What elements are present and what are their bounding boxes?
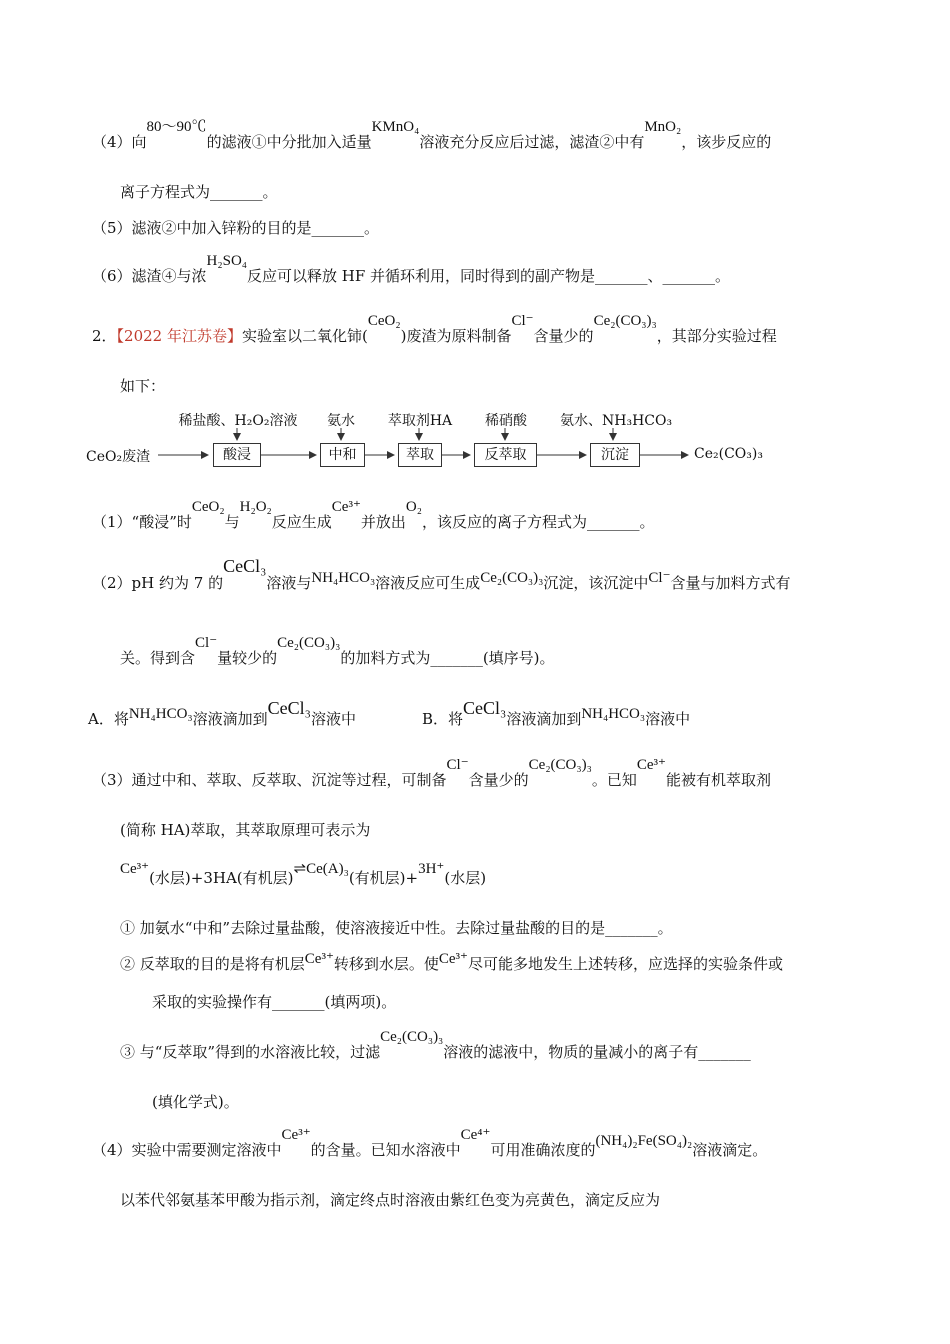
p3-equation [120,861,487,889]
formula-ce3: Ce³⁺ [281,1127,311,1143]
p2-text-5: 含量与加料方式有 [670,574,791,592]
flow-box-5: 沉淀 [590,443,640,467]
equation-mid: (有机层)+ [348,869,419,887]
p3-sub3-text-1: ③ 与“反萃取”得到的水溶液比较，过滤 [120,1043,381,1061]
formula-cecl3: CeCl₃ [223,556,267,576]
option-b-text-3: 溶液中 [645,710,691,728]
formula-ce3: Ce³⁺ [331,499,361,515]
p1-text-3: 反应生成 [271,513,332,531]
q4-4-text-1: 的滤液①中分批加入适量 [206,133,372,151]
p3-text-1: （3）通过中和、萃取、反萃取、沉淀等过程，可制备 [92,771,447,789]
p4-text-2: 的含量。已知水溶液中 [310,1141,461,1159]
formula-o2: O₂ [405,499,422,515]
p2-text-7: 量较少的 [217,649,278,667]
flow-arrows [0,0,950,480]
formula-h2o2: H₂O₂ [239,499,272,515]
formula-ce4: Ce⁴⁺ [460,1127,491,1143]
formula-nh4hco3: NH₄HCO₃ [581,706,646,722]
p1-text-2: 与 [224,513,240,531]
p4-line2: 以苯代邻氨基苯甲酸为指示剂，滴定终点时溶液由紫红色变为亮黄色，滴定反应为 [120,1191,661,1209]
p1-text-4: 并放出 [360,513,406,531]
q2-text-1: 实验室以二氧化铈( [242,327,368,345]
equation-left: (水层)+3HA(有机层) [149,869,294,887]
flow-reagent-2: 氨水 [327,413,355,429]
option-b-text-1: B．将 [422,710,464,728]
p3-sub3-line1 [120,1029,751,1063]
equilibrium-arrow-icon: ⇌ [293,861,307,877]
p3-sub2-text-1: ② 反萃取的目的是将有机层 [120,955,305,973]
p1-text-1: （1）“酸浸”时 [92,513,192,531]
p3-sub2-line2: 采取的实验操作有_______(填两项)。 [152,993,397,1011]
flow-box-4: 反萃取 [474,443,537,467]
flow-reagent-1: 稀盐酸、H₂O₂溶液 [178,413,298,429]
formula-ammonium-iron-sulfate: (NH₄)₂Fe(SO₄)₂ [595,1133,693,1149]
p2-text-4: 沉淀，该沉淀中 [543,574,649,592]
formula-3h: 3H⁺ [418,861,445,877]
formula-cecl3: CeCl₃ [463,698,507,718]
option-b [422,698,691,730]
p3-sub2-text-2: 转移到水层。使 [333,955,439,973]
formula-ce3: Ce³⁺ [304,951,334,967]
p3-sub1: ① 加氨水“中和”去除过量盐酸，使溶液接近中性。去除过量盐酸的目的是_______。 [120,919,673,937]
formula-ce2co33: Ce₂(CO₃)₃ [380,1029,444,1045]
formula-ce2co33: Ce₂(CO₃)₃ [277,635,341,651]
formula-ce2co33: Ce₂(CO₃)₃ [528,757,592,773]
p3-text-3: 。已知 [591,771,637,789]
p1-text-5: ，该反应的离子方程式为_______。 [421,513,655,531]
formula-cecl3: CeCl₃ [267,698,311,718]
option-a-text-3: 溶液中 [310,710,356,728]
p4-text-4: 溶液滴定。 [692,1141,768,1159]
q4-6-text-1: （6）滤渣④与浓 [92,267,207,285]
p3-sub2-line1 [120,951,783,975]
flow-box-2: 中和 [320,443,365,467]
p3-text-2: 含量少的 [468,771,529,789]
p2-line2 [120,635,555,669]
q2-text-3: 含量少的 [533,327,594,345]
p3-sub3-line2: (填化学式)。 [152,1093,239,1111]
q2-line2: 如下： [120,377,166,395]
q4-4-text-2: 溶液充分反应后过滤，滤渣②中有 [419,133,645,151]
q2-text-4: ，其部分实验过程 [656,327,777,345]
flow-reagent-4: 稀硝酸 [485,413,527,429]
formula-cl: Cl⁻ [446,757,469,773]
formula-ce3: Ce³⁺ [438,951,468,967]
formula-nh4hco3: NH₄HCO₃ [311,570,376,586]
q2-source-tag: 【2022 年江苏卷】 [116,327,242,345]
option-a-text-2: 溶液滴加到 [192,710,268,728]
option-b-text-2: 溶液滴加到 [506,710,582,728]
formula-mno2: MnO₂ [644,119,682,135]
option-a [88,698,356,730]
p2-text-2: 溶液与 [266,574,312,592]
p3-sub3-text-2: 溶液的滤液中，物质的量减小的离子有_______ [443,1043,751,1061]
p4-text-3: 可用准确浓度的 [490,1141,596,1159]
p2-text-8: 的加料方式为_______(填序号)。 [340,649,555,667]
p4-line1 [92,1127,768,1161]
flow-reagent-3: 萃取剂HA [387,413,453,429]
formula-cl: Cl⁻ [511,313,534,329]
flow-start: CeO₂废渣 [86,449,151,465]
formula-ceo2: CeO₂ [367,313,401,329]
q2-text-2: )废渣为原料制备 [400,327,512,345]
q2-number: 2． [92,327,117,345]
formula-ceo2: CeO₂ [191,499,225,515]
formula-cl: Cl⁻ [195,635,218,651]
flow-end: Ce₂(CO₃)₃ [694,446,763,462]
p2-text-3: 溶液反应可生成 [375,574,481,592]
formula-ce2co33: Ce₂(CO₃)₃ [480,570,544,586]
formula-cl: Cl⁻ [648,570,671,586]
p4-text-1: （4）实验中需要测定溶液中 [92,1141,282,1159]
formula-kmno4: KMnO₄ [371,119,420,135]
formula-h2so4: H₂SO₄ [206,253,248,269]
equation-right: (水层) [444,869,487,887]
formula-ce-a3: Ce(A)₃ [306,861,349,877]
p3-line1 [92,757,771,791]
p3-sub2-text-3: 尽可能多地发生上述转移，应选择的实验条件或 [467,955,783,973]
flow-box-1: 酸浸 [213,443,261,467]
q4-4-label: （4）向 [92,133,147,151]
formula-ce3: Ce³⁺ [120,861,150,877]
p3-text-4: 能被有机萃取剂 [665,771,771,789]
p2-line1 [92,556,791,594]
q4-6-text-2: 反应可以释放 HF 并循环利用，同时得到的副产物是_______、_______。 [247,267,731,285]
flow-reagent-5: 氨水、NH₃HCO₃ [560,413,673,429]
q4-4-line2: 离子方程式为_______。 [120,183,278,201]
q4-5-line: （5）滤液②中加入锌粉的目的是_______。 [92,219,380,237]
p2-text-1: （2）pH 约为 7 的 [92,574,224,592]
p1-line [92,499,655,533]
p2-text-6: 关。得到含 [120,649,196,667]
formula-ce3: Ce³⁺ [636,757,666,773]
q4-4-text-3: ，该步反应的 [681,133,772,151]
formula-ce2co33: Ce₂(CO₃)₃ [593,313,657,329]
option-a-text-1: A．将 [88,710,129,728]
formula-nh4hco3: NH₄HCO₃ [128,706,193,722]
p3-line2: (简称 HA)萃取，其萃取原理可表示为 [120,821,371,839]
flow-box-3: 萃取 [398,443,442,467]
formula-temp: 80～90℃ [146,119,207,135]
